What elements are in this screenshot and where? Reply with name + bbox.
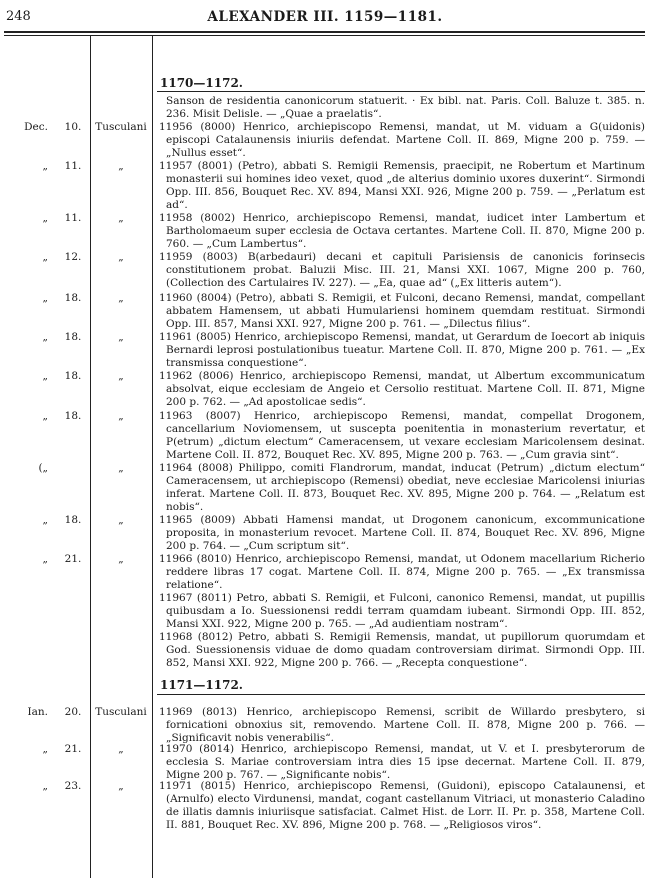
year-heading: 1170—1172. <box>160 76 243 90</box>
running-title: ALEXANDER III. 1159—1181. <box>207 9 443 25</box>
header-rule-thin <box>4 35 645 36</box>
regest-entry: Sanson de residentia canonicorum statuerit. · Ex bibl. nat. Paris. Coll. Baluze t. 385. n. 236. Misit Delisle. — „Quae a praelatis“. <box>166 95 645 120</box>
regest-entry: 11967 (8011) Petro, abbati S. Remigii, et Fulconi, canonico Remensi, mandat, ut pupillis quibusdam a Io. Suessionensi reddi terram quamdam iubeant. Sirmondi Opp. III. 852, Mansi XXI. 922, Migne 200 p. 765. — „Ad audientiam nostram“. <box>159 592 645 630</box>
entry-month: „ <box>42 514 48 526</box>
entry-date <box>8 743 86 756</box>
entry-day: 12. <box>64 251 82 263</box>
entry-day: 18. <box>64 370 82 382</box>
header-rule-thick <box>4 31 645 33</box>
regest-entry: 11969 (8013) Henrico, archiepiscopo Remensi, scribit de Willardo presbytero, si fornicationi obnoxius sit, removendo. Martene Coll. II. 878, Migne 200 p. 766. — „Significavit nobis venerabilis“. <box>159 706 645 744</box>
entry-place: „ <box>118 462 124 474</box>
entry-place: „ <box>118 410 124 422</box>
column-divider-date <box>90 36 91 878</box>
entry-day: 23. <box>64 780 82 792</box>
entry-date <box>8 462 86 475</box>
entry-month: „ <box>42 553 48 565</box>
entry-place: „ <box>118 743 124 755</box>
entry-date <box>8 780 86 793</box>
entry-date <box>8 410 86 423</box>
entry-month: „ <box>42 251 48 263</box>
entry-month: „ <box>42 160 48 172</box>
entry-date <box>8 251 86 264</box>
entry-day: 11. <box>64 160 82 172</box>
entry-month: „ <box>42 212 48 224</box>
year-heading-rule <box>157 694 645 695</box>
entry-day: 11. <box>64 212 82 224</box>
regest-entry: 11966 (8010) Henrico, archiepiscopo Remensi, mandat, ut Odonem macellarium Richerio reddere libras 17 cogat. Martene Coll. II. 874, Migne 200 p. 765. — „Ex transmissa relatione“. <box>159 553 645 591</box>
regest-entry: 11957 (8001) (Petro), abbati S. Remigii Remensis, praecipit, ne Robertum et Martinum monasterii sui homines ideo vexet, quod „de alterius dominio uxores duxerint“. Sirmondi Opp. III. 856, Bouquet Rec. XV. 894, Mansi XXI. 926, Migne 200 p. 759. — „Perlatum est ad“. <box>159 160 645 211</box>
entry-place: „ <box>118 331 124 343</box>
entry-date <box>8 292 86 305</box>
entry-month: „ <box>42 370 48 382</box>
entry-place: „ <box>118 514 124 526</box>
entry-day: 18. <box>64 292 82 304</box>
entry-date <box>8 553 86 566</box>
regest-entry: 11963 (8007) Henrico, archiepiscopo Remensi, mandat, compellat Drogonem, cancellarium Noviomensem, ut suscepta poenitentia in monasterium revertatur, et P(etrum) „dictum electum“ Cameracensem, ut vexare ecclesiam Maricolensem desinat. Martene Coll. II. 872, Bouquet Rec. XV. 895, Migne 200 p. 763. — „Cum gravia sint“. <box>159 410 645 461</box>
regest-entry: 11962 (8006) Henrico, archiepiscopo Remensi, mandat, ut Albertum excommunicatum absolvat, eique ecclesiam de Angeio et Cersolio restituat. Martene Coll. II. 871, Migne 200 p. 762. — „Ad apostolicae sedis“. <box>159 370 645 408</box>
column-divider-place <box>152 36 153 878</box>
regest-entry: 11970 (8014) Henrico, archiepiscopo Remensi, mandat, ut V. et I. presbyterorum de ecclesia S. Mariae controversiam intra dies 15 ipse decernat. Martene Coll. II. 879, Migne 200 p. 767. — „Significante nobis“. <box>159 743 645 781</box>
entry-date <box>8 160 86 173</box>
entry-place: „ <box>118 370 124 382</box>
entry-day: 21. <box>64 743 82 755</box>
entry-day: 21. <box>64 553 82 565</box>
year-heading-rule <box>157 91 645 92</box>
entry-month: Ian. <box>27 706 48 718</box>
regest-entry: 11956 (8000) Henrico, archiepiscopo Remensi, mandat, ut M. viduam a G(uidonis) episcopi Catalaunensis iniuriis defendat. Martene Coll. II. 869, Migne 200 p. 759. — „Nullus esset“. <box>159 121 645 159</box>
regest-entry: 11965 (8009) Abbati Hamensi mandat, ut Drogonem canonicum, excommunicatione proposita, in monasterium revocet. Martene Coll. II. 874, Bouquet Rec. XV. 896, Migne 200 p. 764. — „Cum scriptum sit“. <box>159 514 645 552</box>
regest-entry: 11964 (8008) Philippo, comiti Flandrorum, mandat, inducat (Petrum) „dictum electum“ Cameracensem, ut archiepiscopo (Remensi) obediat, neve ecclesiae Maricolensi iniurias inferat. Martene Coll. II. 873, Bouquet Rec. XV. 895, Migne 200 p. 764. — „Relatum est nobis“. <box>159 462 645 513</box>
entry-date <box>8 514 86 527</box>
entry-month: „ <box>42 780 48 792</box>
entry-place: „ <box>118 251 124 263</box>
entry-day: 18. <box>64 410 82 422</box>
entry-date <box>8 331 86 344</box>
year-heading: 1171—1172. <box>160 678 243 692</box>
entry-date <box>8 212 86 225</box>
entry-date <box>8 370 86 383</box>
entry-place: „ <box>118 212 124 224</box>
entry-place: Tusculani <box>95 121 147 133</box>
entry-day: 18. <box>64 331 82 343</box>
entry-month: „ <box>42 292 48 304</box>
regest-entry: 11959 (8003) B(arbedauri) decani et capituli Parisiensis de canonicis forinsecis constitutionem probat. Baluzii Misc. III. 21, Mansi XXI. 1067, Migne 200 p. 760, (Collection des Cartulaires IV. 227). — „Ea, quae ad“ („Ex litteris autem“). <box>159 251 645 289</box>
entry-month: Dec. <box>24 121 48 133</box>
regest-entry: 11968 (8012) Petro, abbati S. Remigii Remensis, mandat, ut pupillorum quorumdam et God. Suessionensis viduae de domo quadam controversiam dirimat. Sirmondi Opp. III. 852, Mansi XXI. 922, Migne 200 p. 766. — „Recepta conquestione“. <box>159 631 645 669</box>
regest-entry: 11960 (8004) (Petro), abbati S. Remigii, et Fulconi, decano Remensi, mandat, compellant abbatem Hamensem, ut abbati Humulariensi hominem quemdam restituat. Sirmondi Opp. III. 857, Mansi XXI. 927, Migne 200 p. 761. — „Dilectus filius“. <box>159 292 645 330</box>
entry-day: 20. <box>64 706 82 718</box>
entry-date <box>8 121 86 134</box>
entry-month: „ <box>42 410 48 422</box>
regest-entry: 11958 (8002) Henrico, archiepiscopo Remensi, mandat, iudicet inter Lambertum et Bartholomaeum super ecclesia de Octava certantes. Martene Coll. II. 870, Migne 200 p. 760. — „Cum Lambertus“. <box>159 212 645 250</box>
entry-place: „ <box>118 292 124 304</box>
entry-month: „ <box>42 743 48 755</box>
page-number: 248 <box>6 9 31 24</box>
entry-place: Tusculani <box>95 706 147 718</box>
entry-day: 18. <box>64 514 82 526</box>
page-header <box>0 0 650 30</box>
entry-month: „ <box>42 331 48 343</box>
entry-day: 10. <box>64 121 82 133</box>
regest-entry: 11961 (8005) Henrico, archiepiscopo Remensi, mandat, ut Gerardum de Ioecort ab iniquis Bernardi leprosi postulationibus tueatur. Martene Coll. II. 870, Migne 200 p. 761. — „Ex transmissa conquestione“. <box>159 331 645 369</box>
entry-place: „ <box>118 160 124 172</box>
entry-month: („ <box>38 462 48 474</box>
entry-date <box>8 706 86 719</box>
entry-place: „ <box>118 553 124 565</box>
entry-place: „ <box>118 780 124 792</box>
regest-entry: 11971 (8015) Henrico, archiepiscopo Remensi, (Guidoni), episcopo Catalaunensi, et (Arnulfo) electo Virdunensi, mandat, cogant castellanum Vitriaci, ut monasterio Caladino de illatis damnis iniuriisque satisfaciat. Calmet Hist. de Lorr. II. Pr. p. 358, Martene Coll. II. 881, Bouquet Rec. XV. 896, Migne 200 p. 768. — „Religiosos viros“. <box>159 780 645 831</box>
